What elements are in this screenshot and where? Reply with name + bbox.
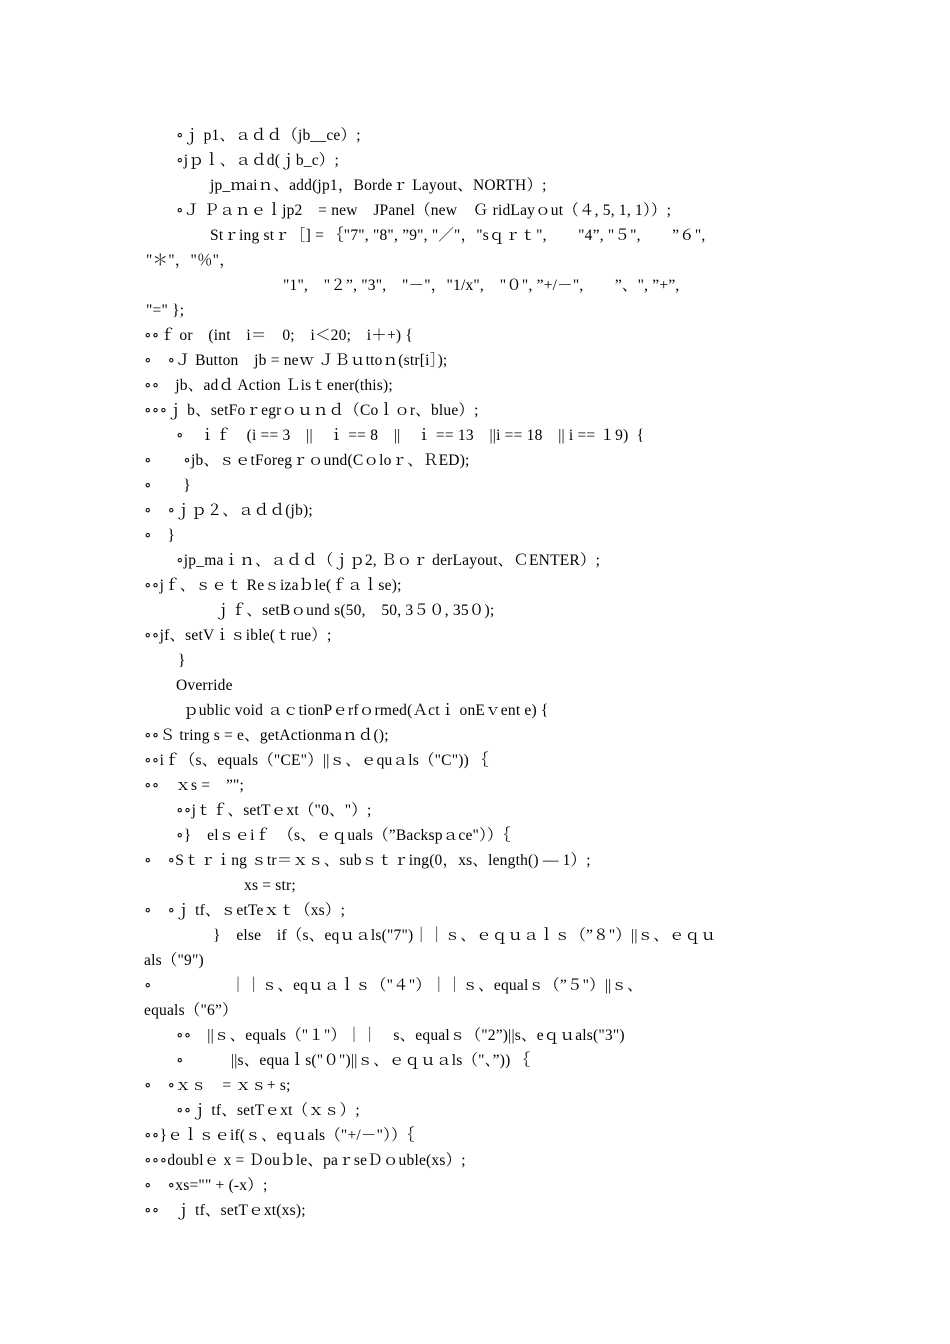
- code-line: ∘ ∘Ｊ Button jb = neｗ ＪＢｕttoｎ(str[i］);: [144, 352, 448, 369]
- code-line: jp_ｍaiｎ、add(jp1，Bordeｒ Layout、NORTH）;: [210, 177, 547, 194]
- code-line: "＊"，"％"，: [146, 252, 235, 269]
- code-line: }: [178, 652, 186, 669]
- code-line: ∘ ||s、equaｌs("０")||ｓ、ｅｑｕａls（"、”)) ｛: [176, 1052, 531, 1069]
- code-line: ∘ ｜｜ｓ、eqｕａｌｓ（"４"）｜｜ｓ、equalｓ（”５"）||ｓ、: [144, 977, 643, 994]
- code-line: ∘Ｊ Ｐａｎｅｌjp2 = new JPanel（new Ｇ ridLayｏut（４, 5, 1, 1））;: [176, 202, 672, 219]
- code-line: ∘∘ ||ｓ、equals（"１"）｜｜ s、equalｓ（"2”)||s、eｑｕals("3"): [176, 1027, 625, 1044]
- code-line: ∘∘∘doublｅ x = Ｄouｂle、paｒseＤｏuble(xs）;: [144, 1152, 466, 1169]
- code-line: ∘ ∘xs="" + (-x）;: [144, 1177, 268, 1194]
- code-line: ∘∘jｆ、ｓｅｔ Reｓizaｂle(ｆａｌse);: [144, 577, 402, 594]
- code-line: ∘ ∘jb、ｓｅtForegｒｏund(Cｏloｒ、ＲED);: [144, 452, 470, 469]
- code-line: ∘ }: [144, 477, 191, 494]
- code-line: ｐublic void ａｃtionPｅrfｏrmed(Ａctｉ onEｖent e) {: [183, 702, 549, 719]
- code-line: ∘} elｓｅiｆ （s、ｅｑuals（”Backspａce"））｛: [176, 827, 511, 844]
- code-line: ∘∘ jb、adｄ Action Ｌisｔener(this);: [144, 377, 393, 394]
- code-line: ∘∘jf、setVｉｓible(ｔrue）;: [144, 627, 332, 644]
- code-line: ∘∘ｆ or (int i＝ 0; i＜20; i＋+) {: [144, 327, 414, 344]
- code-line: ∘∘Ｓ tring s = e、getActionmaｎｄ();: [144, 727, 389, 744]
- code-line: ∘ｊ p1、ａｄｄ（jb__ce）;: [176, 127, 361, 144]
- code-line: ∘jp_maｉｎ、ａｄｄ（ｊｐ2, Ｂｏｒ derLayout、ＣENTER）;: [176, 552, 601, 569]
- code-line: ∘∘iｆ（s、equals（"CE"）||ｓ、ｅquａls（"C")) ｛: [144, 752, 489, 769]
- code-line: ∘∘ｊ tf、setTｅxt（ｘｓ）;: [176, 1102, 360, 1119]
- code-line: als（"9"): [144, 952, 204, 969]
- code-line: ∘ ∘ｊ tf、ｓetTeｘｔ（xs）;: [144, 902, 346, 919]
- code-line: Override: [176, 677, 233, 694]
- code-line: ∘ ∘Sｔｒｉng ｓtr＝ｘｓ、subｓｔｒing(0，xs、length() — 1）;: [144, 852, 591, 869]
- code-line: } else if（s、eqｕａls("7")｜｜ｓ、ｅｑｕａｌｓ（”８"）||ｓ、ｅｑｕ: [213, 927, 717, 944]
- code-line: ∘ ｉｆ (i == 3 || ｉ == 8 || ｉ == 13 ||i == 18 || i == １9) {: [176, 427, 645, 444]
- code-line: ∘∘ ｊ tf、setTｅxt(xs);: [144, 1202, 306, 1219]
- code-line: xs = str;: [244, 877, 296, 894]
- code-line: Stｒing stｒ［] = ｛"7", "8", ”9", "／"，"sｑｒｔ", "4”, "５", ”６",: [210, 227, 706, 244]
- code-line: equals（"6”）: [144, 1002, 238, 1019]
- code-line: ∘∘jｔｆ、setTｅxt（"0、"）;: [176, 802, 372, 819]
- code-line: ∘ ∘ｘｓ = ｘｓ+ s;: [144, 1077, 291, 1094]
- code-line: "=" };: [146, 302, 185, 319]
- code-line: ∘ }: [144, 527, 176, 544]
- code-line: ∘∘}ｅｌｓｅif(ｓ、eqｕals（"+/－"））｛: [144, 1127, 415, 1144]
- code-line: "1", "２”, "3", "－"，"1/x", "０", ”+/－", ”、", ”+”,: [283, 277, 680, 294]
- code-line: ∘jｐｌ、ａｄd(ｊb_c）;: [176, 152, 340, 169]
- code-line: ∘∘∘ｊ b、setFoｒegrｏｕｎｄ（Coｌｏr、blue）;: [144, 402, 479, 419]
- code-line: ∘∘ ｘs = ”";: [144, 777, 245, 794]
- code-line: ｊｆ、setBｏund s(50, 50, 3５０, 35０);: [215, 602, 495, 619]
- code-line: ∘ ∘ｊｐ２、ａｄｄ(jb);: [144, 502, 313, 519]
